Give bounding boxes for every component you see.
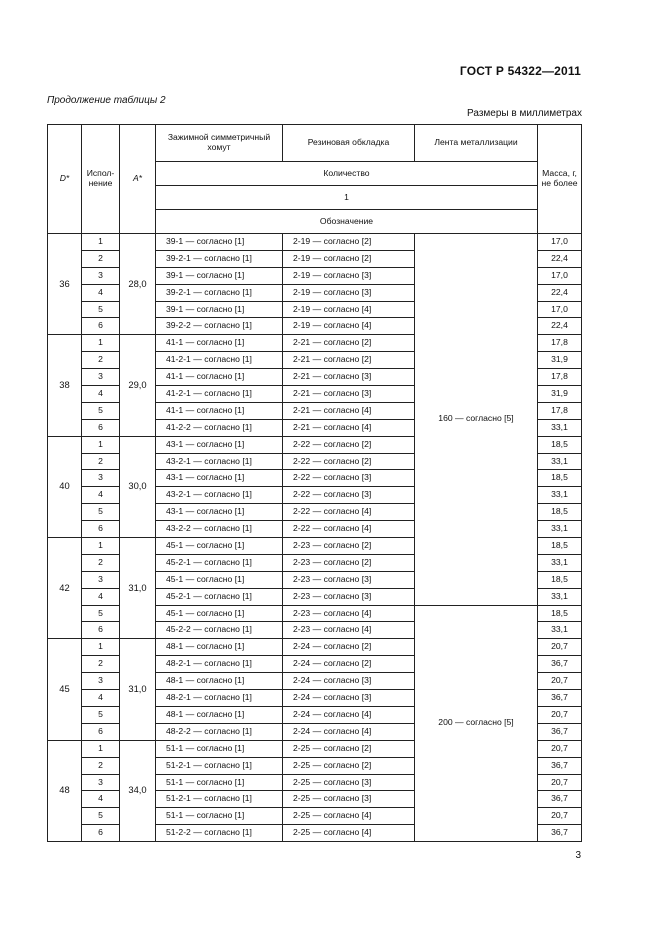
cell-version: 6 bbox=[82, 318, 120, 335]
cell-rubber: 2-25 — согласно [3] bbox=[283, 774, 415, 791]
header-rubber: Резиновая обкладка bbox=[283, 125, 415, 162]
cell-mass: 22,4 bbox=[538, 318, 582, 335]
cell-version: 4 bbox=[82, 487, 120, 504]
cell-clamp: 43-1 — согласно [1] bbox=[156, 504, 283, 521]
header-clamp: Зажимной симметричный хомут bbox=[156, 125, 283, 162]
cell-mass: 20,7 bbox=[538, 740, 582, 757]
cell-mass: 33,1 bbox=[538, 622, 582, 639]
cell-version: 6 bbox=[82, 622, 120, 639]
cell-version: 2 bbox=[82, 453, 120, 470]
cell-version: 4 bbox=[82, 791, 120, 808]
table-body bbox=[48, 234, 582, 842]
cell-clamp: 43-2-2 — согласно [1] bbox=[156, 521, 283, 538]
cell-rubber: 2-22 — согласно [2] bbox=[283, 436, 415, 453]
cell-clamp: 41-1 — согласно [1] bbox=[156, 335, 283, 352]
cell-d: 38 bbox=[48, 335, 82, 436]
cell-version: 3 bbox=[82, 571, 120, 588]
cell-rubber: 2-24 — согласно [3] bbox=[283, 673, 415, 690]
cell-clamp: 41-2-1 — согласно [1] bbox=[156, 352, 283, 369]
cell-version: 3 bbox=[82, 470, 120, 487]
cell-clamp: 48-2-1 — согласно [1] bbox=[156, 656, 283, 673]
cell-clamp: 43-1 — согласно [1] bbox=[156, 436, 283, 453]
cell-a: 34,0 bbox=[120, 740, 156, 841]
cell-mass: 18,5 bbox=[538, 605, 582, 622]
cell-mass: 17,8 bbox=[538, 369, 582, 386]
cell-version: 2 bbox=[82, 757, 120, 774]
cell-rubber: 2-24 — согласно [3] bbox=[283, 690, 415, 707]
cell-mass: 18,5 bbox=[538, 470, 582, 487]
cell-version: 2 bbox=[82, 352, 120, 369]
cell-mass: 20,7 bbox=[538, 639, 582, 656]
cell-clamp: 51-1 — согласно [1] bbox=[156, 808, 283, 825]
cell-rubber: 2-21 — согласно [2] bbox=[283, 352, 415, 369]
cell-version: 1 bbox=[82, 234, 120, 251]
cell-mass: 31,9 bbox=[538, 386, 582, 403]
cell-version: 6 bbox=[82, 521, 120, 538]
cell-mass: 20,7 bbox=[538, 673, 582, 690]
cell-d: 42 bbox=[48, 538, 82, 639]
cell-mass: 36,7 bbox=[538, 656, 582, 673]
cell-mass: 20,7 bbox=[538, 808, 582, 825]
cell-version: 3 bbox=[82, 673, 120, 690]
cell-mass: 17,0 bbox=[538, 234, 582, 251]
cell-rubber: 2-25 — согласно [2] bbox=[283, 740, 415, 757]
cell-clamp: 39-2-1 — согласно [1] bbox=[156, 250, 283, 267]
cell-rubber: 2-25 — согласно [4] bbox=[283, 808, 415, 825]
cell-mass: 33,1 bbox=[538, 419, 582, 436]
cell-mass: 18,5 bbox=[538, 571, 582, 588]
units-note: Размеры в миллиметрах bbox=[467, 108, 582, 119]
cell-mass: 22,4 bbox=[538, 250, 582, 267]
cell-clamp: 39-2-2 — согласно [1] bbox=[156, 318, 283, 335]
cell-clamp: 39-1 — согласно [1] bbox=[156, 301, 283, 318]
header-mass: Масса, г, не более bbox=[538, 125, 582, 234]
cell-version: 4 bbox=[82, 284, 120, 301]
cell-version: 3 bbox=[82, 369, 120, 386]
cell-a: 31,0 bbox=[120, 538, 156, 639]
cell-clamp: 48-2-2 — согласно [1] bbox=[156, 723, 283, 740]
cell-version: 5 bbox=[82, 706, 120, 723]
cell-clamp: 43-1 — согласно [1] bbox=[156, 470, 283, 487]
cell-d: 40 bbox=[48, 436, 82, 537]
cell-rubber: 2-23 — согласно [2] bbox=[283, 538, 415, 555]
cell-version: 2 bbox=[82, 250, 120, 267]
cell-clamp: 51-1 — согласно [1] bbox=[156, 740, 283, 757]
cell-clamp: 48-1 — согласно [1] bbox=[156, 706, 283, 723]
cell-version: 1 bbox=[82, 436, 120, 453]
cell-mass: 20,7 bbox=[538, 774, 582, 791]
cell-tape: 200 — согласно [5] bbox=[415, 605, 538, 841]
cell-clamp: 45-2-2 — согласно [1] bbox=[156, 622, 283, 639]
cell-version: 4 bbox=[82, 588, 120, 605]
cell-version: 3 bbox=[82, 774, 120, 791]
page-number: 3 bbox=[575, 850, 581, 861]
cell-mass: 17,8 bbox=[538, 402, 582, 419]
cell-clamp: 51-2-1 — согласно [1] bbox=[156, 757, 283, 774]
cell-clamp: 45-1 — согласно [1] bbox=[156, 571, 283, 588]
cell-clamp: 41-1 — согласно [1] bbox=[156, 402, 283, 419]
cell-clamp: 51-1 — согласно [1] bbox=[156, 774, 283, 791]
cell-mass: 17,8 bbox=[538, 335, 582, 352]
cell-rubber: 2-21 — согласно [2] bbox=[283, 335, 415, 352]
cell-version: 6 bbox=[82, 419, 120, 436]
cell-tape: 160 — согласно [5] bbox=[415, 234, 538, 606]
cell-mass: 17,0 bbox=[538, 301, 582, 318]
cell-rubber: 2-25 — согласно [4] bbox=[283, 825, 415, 842]
cell-rubber: 2-21 — согласно [4] bbox=[283, 419, 415, 436]
header-version: Испол- нение bbox=[82, 125, 120, 234]
cell-version: 4 bbox=[82, 386, 120, 403]
specification-table bbox=[47, 124, 582, 842]
cell-rubber: 2-22 — согласно [2] bbox=[283, 453, 415, 470]
cell-clamp: 45-1 — согласно [1] bbox=[156, 538, 283, 555]
header-quantity-value: 1 bbox=[156, 186, 538, 210]
cell-rubber: 2-23 — согласно [4] bbox=[283, 622, 415, 639]
cell-mass: 36,7 bbox=[538, 757, 582, 774]
cell-clamp: 39-1 — согласно [1] bbox=[156, 234, 283, 251]
cell-a: 28,0 bbox=[120, 234, 156, 335]
cell-version: 1 bbox=[82, 740, 120, 757]
cell-clamp: 48-1 — согласно [1] bbox=[156, 639, 283, 656]
cell-mass: 33,1 bbox=[538, 487, 582, 504]
cell-rubber: 2-19 — согласно [3] bbox=[283, 267, 415, 284]
cell-rubber: 2-22 — согласно [4] bbox=[283, 521, 415, 538]
cell-clamp: 48-2-1 — согласно [1] bbox=[156, 690, 283, 707]
cell-version: 6 bbox=[82, 723, 120, 740]
table-row bbox=[48, 234, 582, 251]
cell-mass: 33,1 bbox=[538, 521, 582, 538]
cell-version: 5 bbox=[82, 808, 120, 825]
cell-version: 5 bbox=[82, 301, 120, 318]
cell-clamp: 41-2-1 — согласно [1] bbox=[156, 386, 283, 403]
table-header bbox=[48, 125, 582, 234]
cell-rubber: 2-22 — согласно [4] bbox=[283, 504, 415, 521]
cell-version: 2 bbox=[82, 554, 120, 571]
header-a: A* bbox=[120, 125, 156, 234]
table-continuation-caption: Продолжение таблицы 2 bbox=[47, 95, 166, 106]
cell-rubber: 2-22 — согласно [3] bbox=[283, 470, 415, 487]
cell-a: 31,0 bbox=[120, 639, 156, 740]
cell-rubber: 2-23 — согласно [3] bbox=[283, 571, 415, 588]
cell-rubber: 2-23 — согласно [3] bbox=[283, 588, 415, 605]
cell-version: 6 bbox=[82, 825, 120, 842]
cell-clamp: 51-2-2 — согласно [1] bbox=[156, 825, 283, 842]
cell-clamp: 48-1 — согласно [1] bbox=[156, 673, 283, 690]
cell-version: 5 bbox=[82, 504, 120, 521]
cell-rubber: 2-19 — согласно [2] bbox=[283, 234, 415, 251]
cell-mass: 20,7 bbox=[538, 706, 582, 723]
cell-clamp: 41-2-2 — согласно [1] bbox=[156, 419, 283, 436]
cell-a: 30,0 bbox=[120, 436, 156, 537]
header-designation: Обозначение bbox=[156, 210, 538, 234]
cell-mass: 36,7 bbox=[538, 825, 582, 842]
cell-rubber: 2-24 — согласно [2] bbox=[283, 639, 415, 656]
cell-rubber: 2-22 — согласно [3] bbox=[283, 487, 415, 504]
cell-a: 29,0 bbox=[120, 335, 156, 436]
cell-rubber: 2-25 — согласно [2] bbox=[283, 757, 415, 774]
cell-rubber: 2-21 — согласно [3] bbox=[283, 386, 415, 403]
cell-mass: 31,9 bbox=[538, 352, 582, 369]
cell-rubber: 2-24 — согласно [4] bbox=[283, 706, 415, 723]
cell-version: 2 bbox=[82, 656, 120, 673]
cell-clamp: 51-2-1 — согласно [1] bbox=[156, 791, 283, 808]
cell-mass: 33,1 bbox=[538, 588, 582, 605]
cell-version: 5 bbox=[82, 605, 120, 622]
cell-clamp: 43-2-1 — согласно [1] bbox=[156, 453, 283, 470]
header-quantity: Количество bbox=[156, 162, 538, 186]
cell-mass: 33,1 bbox=[538, 554, 582, 571]
cell-version: 1 bbox=[82, 335, 120, 352]
cell-version: 4 bbox=[82, 690, 120, 707]
cell-mass: 33,1 bbox=[538, 453, 582, 470]
cell-version: 1 bbox=[82, 639, 120, 656]
cell-version: 1 bbox=[82, 538, 120, 555]
header-d: D* bbox=[48, 125, 82, 234]
cell-mass: 36,7 bbox=[538, 690, 582, 707]
cell-d: 48 bbox=[48, 740, 82, 841]
cell-version: 3 bbox=[82, 267, 120, 284]
cell-clamp: 39-2-1 — согласно [1] bbox=[156, 284, 283, 301]
cell-mass: 36,7 bbox=[538, 723, 582, 740]
cell-rubber: 2-19 — согласно [3] bbox=[283, 284, 415, 301]
cell-d: 45 bbox=[48, 639, 82, 740]
cell-version: 5 bbox=[82, 402, 120, 419]
cell-mass: 18,5 bbox=[538, 538, 582, 555]
document-code: ГОСТ Р 54322—2011 bbox=[459, 64, 581, 78]
cell-clamp: 39-1 — согласно [1] bbox=[156, 267, 283, 284]
cell-mass: 36,7 bbox=[538, 791, 582, 808]
cell-rubber: 2-23 — согласно [2] bbox=[283, 554, 415, 571]
cell-clamp: 45-2-1 — согласно [1] bbox=[156, 554, 283, 571]
cell-mass: 22,4 bbox=[538, 284, 582, 301]
cell-rubber: 2-19 — согласно [4] bbox=[283, 318, 415, 335]
cell-rubber: 2-21 — согласно [3] bbox=[283, 369, 415, 386]
cell-clamp: 43-2-1 — согласно [1] bbox=[156, 487, 283, 504]
cell-clamp: 41-1 — согласно [1] bbox=[156, 369, 283, 386]
cell-mass: 18,5 bbox=[538, 504, 582, 521]
cell-rubber: 2-24 — согласно [2] bbox=[283, 656, 415, 673]
cell-mass: 17,0 bbox=[538, 267, 582, 284]
cell-rubber: 2-19 — согласно [2] bbox=[283, 250, 415, 267]
cell-d: 36 bbox=[48, 234, 82, 335]
header-tape: Лента металлизации bbox=[415, 125, 538, 162]
cell-rubber: 2-24 — согласно [4] bbox=[283, 723, 415, 740]
cell-rubber: 2-21 — согласно [4] bbox=[283, 402, 415, 419]
cell-rubber: 2-23 — согласно [4] bbox=[283, 605, 415, 622]
cell-clamp: 45-2-1 — согласно [1] bbox=[156, 588, 283, 605]
cell-rubber: 2-25 — согласно [3] bbox=[283, 791, 415, 808]
cell-clamp: 45-1 — согласно [1] bbox=[156, 605, 283, 622]
cell-mass: 18,5 bbox=[538, 436, 582, 453]
cell-rubber: 2-19 — согласно [4] bbox=[283, 301, 415, 318]
